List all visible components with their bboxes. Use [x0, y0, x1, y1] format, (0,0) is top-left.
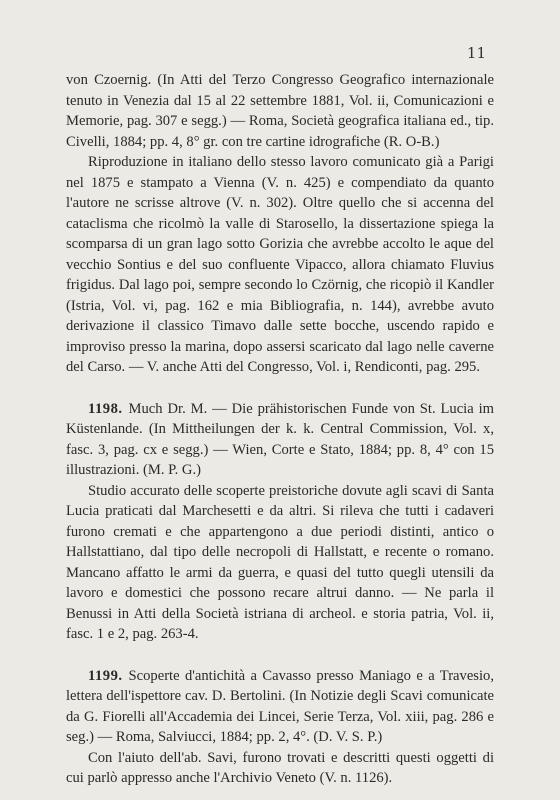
entry-1198-citation	[66, 399, 494, 481]
page-number: 11	[466, 44, 486, 62]
entry-1199-citation	[66, 666, 494, 748]
entry-1198-description: Studio accurato delle scoperte preistoriche dovute agli scavi di Santa Lucia praticati dal Marchesetti e da altri. Si rileva che tutti i cadaveri furono cremati e che appartengono a due periodi distinti, antico o Hallstattiano, dal tipo delle necropoli di Hallstatt, e recente o romano. Mancano affatto le armi da guerra, e quasi del tutto quegli utensili da lavoro e domestici che possono recare altrui danno. — Ne parla il Benussi in Atti della Società istriana di archeol. e storia patria, Vol. ii, fasc. 1 e 2, pag. 263-4.	[66, 482, 494, 642]
entry-1199-number: 1199.	[88, 667, 123, 684]
entry-1198-citation-text: Much Dr. M. — Die prähistorischen Funde von St. Lucia im Küstenlande. (In Mittheilungen der k. k. Central Commission, Vol. x, fasc. 3, pag. cx e segg.) — Wien, Corte e Stato, 1884; pp. 8, 4° con 15 illustrazioni. (M. P. G.)	[66, 400, 494, 478]
page-body	[66, 70, 494, 789]
entry-1197-citation: von Czoernig. (In Atti del Terzo Congresso Geografico internazionale tenuto in Venezia dal 15 al 22 settembre 1881, Vol. ii, Comunicazioni e Memorie, pag. 307 e segg.) — Roma, Società geografica italiana ed., tip. Civelli, 1884; pp. 4, 8° gr. con tre cartine idrografiche (R. O-B.)	[66, 72, 494, 150]
entry-1198-number: 1198.	[88, 400, 123, 417]
entry-1199-citation-text: Scoperte d'antichità a Cavasso presso Maniago e a Travesio, lettera dell'ispettore cav. D. Bertolini. (In Notizie degli Scavi comunicate da G. Fiorelli all'Accademia dei Lincei, Serie Terza, Vol. xiii, pag. 286 e seg.) — Roma, Salviucci, 1884; pp. 2, 4°. (D. V. S. P.)	[66, 667, 494, 745]
entry-1197-description: Riproduzione in italiano dello stesso lavoro comunicato già a Parigi nel 1875 e stampato a Vienna (V. n. 425) e compendiato da quanto l'autore ne scrisse altrove (V. n. 302). Oltre quello che si accenna del cataclisma che ricolmò la valle di Starosello, la dissertazione spiega la scomparsa di un gran lago sotto Gorizia che avrebbe accolto le aque del vecchio Sontius e del suo confluente Vipacco, allora chiamato Fluvius frigidus. Dal lago poi, sempre secondo lo Czörnig, che ricopiò il Kandler (Istria, Vol. vi, pag. 162 e mia Bibliografia, n. 144), avrebbe avuto derivazione il classico Timavo dalle sette bocche, uscendo rapido e improviso presso la marina, dopo assersi scaricato dal lago nelle caverne del Carso. — V. anche Atti del Congresso, Vol. i, Rendiconti, pag. 295.	[66, 154, 494, 375]
entry-1199-description: Con l'aiuto dell'ab. Savi, furono trovati e descritti questi oggetti di cui parlò appresso anche l'Archivio Veneto (V. n. 1126).	[66, 749, 494, 786]
